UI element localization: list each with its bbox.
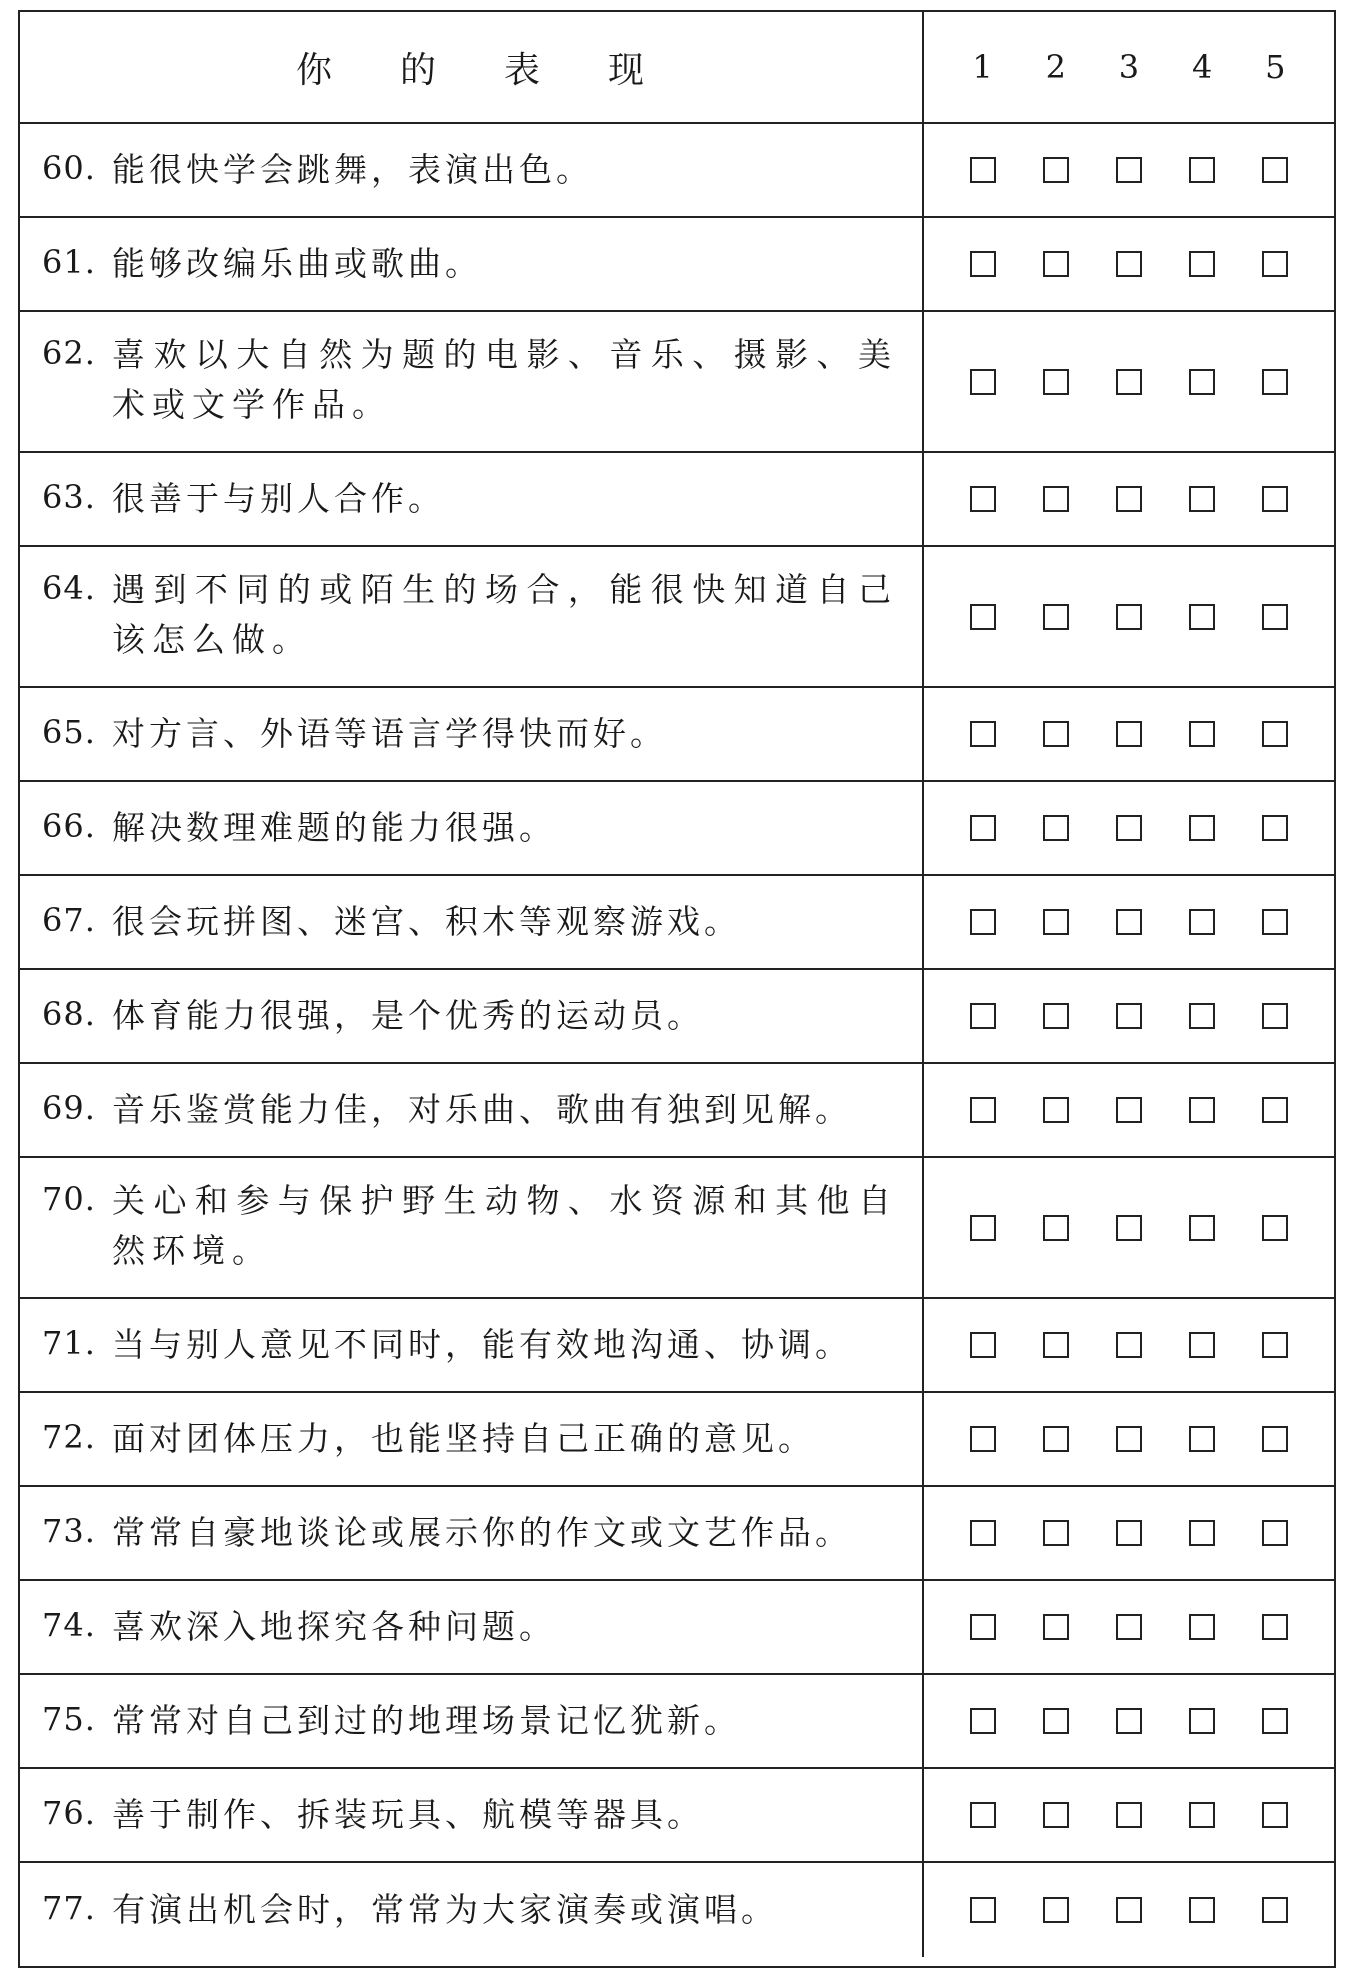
rating-checkbox-1[interactable] <box>970 1332 996 1358</box>
table-row <box>20 1393 1334 1487</box>
rating-checkbox-5[interactable] <box>1262 1708 1288 1734</box>
item-number: 76. <box>42 1794 96 1832</box>
item-text: 很会玩拼图、迷宫、积木等观察游戏。 <box>112 902 741 941</box>
rating-checkbox-3[interactable] <box>1116 1003 1142 1029</box>
item-text: 能够改编乐曲或歌曲。 <box>112 244 482 283</box>
table-row <box>20 970 1334 1064</box>
rating-options <box>924 1064 1334 1156</box>
rating-checkbox-2[interactable] <box>1043 251 1069 277</box>
scale-label-1: 1 <box>972 48 993 86</box>
statement-cell <box>20 1299 924 1391</box>
rating-checkbox-1[interactable] <box>970 1802 996 1828</box>
rating-options <box>924 547 1334 686</box>
rating-checkbox-1[interactable] <box>970 251 996 277</box>
item-number: 61. <box>42 243 96 281</box>
rating-checkbox-4[interactable] <box>1189 909 1215 935</box>
rating-options <box>924 876 1334 968</box>
rating-checkbox-2[interactable] <box>1043 1802 1069 1828</box>
rating-options <box>924 124 1334 216</box>
rating-checkbox-3[interactable] <box>1116 251 1142 277</box>
rating-checkbox-5[interactable] <box>1262 1802 1288 1828</box>
rating-checkbox-1[interactable] <box>970 1003 996 1029</box>
item-number: 72. <box>42 1418 96 1456</box>
scale-label-3: 3 <box>1118 48 1140 86</box>
rating-checkbox-3[interactable] <box>1116 157 1142 183</box>
table-header <box>20 12 1334 124</box>
rating-options <box>924 312 1334 451</box>
rating-checkbox-1[interactable] <box>970 1426 996 1452</box>
table-row <box>20 1675 1334 1769</box>
table-row <box>20 1487 1334 1581</box>
table-row <box>20 1064 1334 1158</box>
rating-checkbox-5[interactable] <box>1262 1614 1288 1640</box>
rating-options <box>924 1863 1334 1957</box>
rating-checkbox-3[interactable] <box>1116 604 1142 630</box>
rating-checkbox-2[interactable] <box>1043 1332 1069 1358</box>
rating-checkbox-5[interactable] <box>1262 1332 1288 1358</box>
item-text: 有演出机会时，常常为大家演奏或演唱。 <box>112 1890 778 1929</box>
rating-checkbox-1[interactable] <box>970 369 996 395</box>
rating-options <box>924 218 1334 310</box>
table-row <box>20 1581 1334 1675</box>
rating-options <box>924 782 1334 874</box>
rating-checkbox-3[interactable] <box>1116 1897 1142 1923</box>
statement <box>42 474 898 524</box>
rating-checkbox-3[interactable] <box>1116 369 1142 395</box>
rating-checkbox-5[interactable] <box>1262 1097 1288 1123</box>
rating-checkbox-1[interactable] <box>970 815 996 841</box>
rating-checkbox-4[interactable] <box>1189 486 1215 512</box>
statement-cell <box>20 970 924 1062</box>
table-row <box>20 218 1334 312</box>
rating-checkbox-2[interactable] <box>1043 721 1069 747</box>
item-text: 很善于与别人合作。 <box>112 479 445 518</box>
statement-cell <box>20 1581 924 1673</box>
rating-checkbox-4[interactable] <box>1189 1614 1215 1640</box>
rating-checkbox-3[interactable] <box>1116 1708 1142 1734</box>
statement <box>42 1085 898 1135</box>
statement <box>42 239 898 289</box>
rating-checkbox-5[interactable] <box>1262 1003 1288 1029</box>
statement <box>42 1320 898 1370</box>
statement-cell <box>20 688 924 780</box>
item-number: 69. <box>42 1089 96 1127</box>
rating-checkbox-4[interactable] <box>1189 1426 1215 1452</box>
scale-label-4: 4 <box>1191 48 1213 86</box>
item-text: 能很快学会跳舞，表演出色。 <box>112 150 593 189</box>
statement <box>42 1602 898 1652</box>
rating-checkbox-5[interactable] <box>1262 1215 1288 1241</box>
rating-checkbox-1[interactable] <box>970 486 996 512</box>
rating-checkbox-4[interactable] <box>1189 1003 1215 1029</box>
table-row <box>20 547 1334 688</box>
rating-checkbox-4[interactable] <box>1189 1097 1215 1123</box>
rating-checkbox-3[interactable] <box>1116 1614 1142 1640</box>
rating-checkbox-2[interactable] <box>1043 1520 1069 1546</box>
item-number: 62. <box>42 333 96 372</box>
item-text: 常常自豪地谈论或展示你的作文或文艺作品。 <box>112 1513 852 1552</box>
rating-checkbox-1[interactable] <box>970 157 996 183</box>
statement <box>42 1696 898 1746</box>
rating-checkbox-4[interactable] <box>1189 1332 1215 1358</box>
rating-checkbox-4[interactable] <box>1189 1897 1215 1923</box>
rating-checkbox-5[interactable] <box>1262 1520 1288 1546</box>
scale-label-2: 2 <box>1045 48 1066 86</box>
rating-options <box>924 1393 1334 1485</box>
statement-cell <box>20 1487 924 1579</box>
rating-checkbox-2[interactable] <box>1043 815 1069 841</box>
item-text: 关心和参与保护野生动物、水资源和其他自然环境。 <box>112 1180 898 1270</box>
rating-checkbox-2[interactable] <box>1043 1003 1069 1029</box>
statement <box>42 1885 898 1935</box>
rating-checkbox-4[interactable] <box>1189 1708 1215 1734</box>
item-number: 71. <box>42 1324 96 1362</box>
table-row <box>20 124 1334 218</box>
rating-checkbox-3[interactable] <box>1116 1097 1142 1123</box>
table-row <box>20 1863 1334 1957</box>
rating-checkbox-5[interactable] <box>1262 815 1288 841</box>
rating-checkbox-1[interactable] <box>970 1708 996 1734</box>
rating-checkbox-2[interactable] <box>1043 909 1069 935</box>
item-number: 65. <box>42 713 96 751</box>
rating-checkbox-5[interactable] <box>1262 1426 1288 1452</box>
statement-cell <box>20 1158 924 1297</box>
rating-checkbox-2[interactable] <box>1043 486 1069 512</box>
rating-checkbox-3[interactable] <box>1116 486 1142 512</box>
statement-cell <box>20 547 924 686</box>
table-row <box>20 782 1334 876</box>
statement <box>42 897 898 947</box>
rating-checkbox-2[interactable] <box>1043 604 1069 630</box>
rating-checkbox-3[interactable] <box>1116 1332 1142 1358</box>
rating-checkbox-5[interactable] <box>1262 486 1288 512</box>
rating-checkbox-3[interactable] <box>1116 909 1142 935</box>
item-number: 75. <box>42 1700 96 1738</box>
item-text: 喜欢以大自然为题的电影、音乐、摄影、美术或文学作品。 <box>112 334 898 424</box>
header-statement-cell <box>20 12 924 122</box>
rating-checkbox-3[interactable] <box>1116 1802 1142 1828</box>
rating-checkbox-2[interactable] <box>1043 1215 1069 1241</box>
statement-cell <box>20 1863 924 1957</box>
item-number: 60. <box>42 149 96 187</box>
table-row <box>20 876 1334 970</box>
statement-cell <box>20 782 924 874</box>
statement <box>42 991 898 1041</box>
rating-options <box>924 1675 1334 1767</box>
item-text: 善于制作、拆装玩具、航模等器具。 <box>112 1795 704 1834</box>
rating-checkbox-4[interactable] <box>1189 369 1215 395</box>
table-row <box>20 1299 1334 1393</box>
rating-checkbox-4[interactable] <box>1189 157 1215 183</box>
header-scale <box>924 12 1334 122</box>
header-title: 你的表现 <box>295 49 712 91</box>
statement <box>42 1414 898 1464</box>
rating-checkbox-1[interactable] <box>970 1215 996 1241</box>
rating-options <box>924 1158 1334 1297</box>
table-row <box>20 312 1334 453</box>
statement-cell <box>20 876 924 968</box>
item-text: 常常对自己到过的地理场景记忆犹新。 <box>112 1701 741 1740</box>
table-row <box>20 1158 1334 1299</box>
statement-cell <box>20 218 924 310</box>
rating-options <box>924 970 1334 1062</box>
item-number: 67. <box>42 901 96 939</box>
rating-options <box>924 1299 1334 1391</box>
rating-checkbox-3[interactable] <box>1116 1520 1142 1546</box>
rating-checkbox-3[interactable] <box>1116 721 1142 747</box>
item-number: 73. <box>42 1512 96 1550</box>
statement-cell <box>20 453 924 545</box>
table-row <box>20 1769 1334 1863</box>
item-number: 77. <box>42 1889 96 1927</box>
rating-checkbox-5[interactable] <box>1262 604 1288 630</box>
statement <box>42 330 898 430</box>
item-text: 遇到不同的或陌生的场合，能很快知道自己该怎么做。 <box>112 569 898 659</box>
statement <box>42 709 898 759</box>
rating-checkbox-1[interactable] <box>970 909 996 935</box>
rating-checkbox-5[interactable] <box>1262 369 1288 395</box>
item-text: 音乐鉴赏能力佳，对乐曲、歌曲有独到见解。 <box>112 1090 852 1129</box>
rating-checkbox-2[interactable] <box>1043 157 1069 183</box>
rating-checkbox-1[interactable] <box>970 1097 996 1123</box>
rating-options <box>924 1769 1334 1861</box>
rating-checkbox-4[interactable] <box>1189 1215 1215 1241</box>
rating-checkbox-1[interactable] <box>970 721 996 747</box>
item-text: 当与别人意见不同时，能有效地沟通、协调。 <box>112 1325 852 1364</box>
statement <box>42 145 898 195</box>
item-number: 70. <box>42 1179 96 1218</box>
rating-checkbox-4[interactable] <box>1189 604 1215 630</box>
rating-checkbox-4[interactable] <box>1189 815 1215 841</box>
rating-checkbox-3[interactable] <box>1116 815 1142 841</box>
rating-checkbox-4[interactable] <box>1189 1520 1215 1546</box>
questionnaire-table <box>18 10 1336 1968</box>
rating-checkbox-1[interactable] <box>970 604 996 630</box>
item-number: 68. <box>42 995 96 1033</box>
statement <box>42 1508 898 1558</box>
item-text: 面对团体压力，也能坚持自己正确的意见。 <box>112 1419 815 1458</box>
scale-label-5: 5 <box>1265 48 1286 86</box>
rating-checkbox-4[interactable] <box>1189 1802 1215 1828</box>
rating-checkbox-2[interactable] <box>1043 1897 1069 1923</box>
rating-checkbox-1[interactable] <box>970 1897 996 1923</box>
rating-checkbox-2[interactable] <box>1043 1097 1069 1123</box>
rating-options <box>924 688 1334 780</box>
statement-cell <box>20 1675 924 1767</box>
table-row <box>20 688 1334 782</box>
rating-checkbox-1[interactable] <box>970 1614 996 1640</box>
item-text: 喜欢深入地探究各种问题。 <box>112 1607 556 1646</box>
rating-checkbox-4[interactable] <box>1189 251 1215 277</box>
rating-checkbox-2[interactable] <box>1043 1708 1069 1734</box>
rating-options <box>924 1581 1334 1673</box>
item-text: 对方言、外语等语言学得快而好。 <box>112 714 667 753</box>
item-text: 解决数理难题的能力很强。 <box>112 808 556 847</box>
statement <box>42 565 898 665</box>
rating-checkbox-5[interactable] <box>1262 909 1288 935</box>
rating-checkbox-2[interactable] <box>1043 1426 1069 1452</box>
statement-cell <box>20 124 924 216</box>
statement-cell <box>20 1393 924 1485</box>
rating-checkbox-3[interactable] <box>1116 1215 1142 1241</box>
item-number: 74. <box>42 1606 96 1644</box>
statement-cell <box>20 312 924 451</box>
rating-checkbox-5[interactable] <box>1262 721 1288 747</box>
item-number: 66. <box>42 807 96 845</box>
rating-options <box>924 453 1334 545</box>
rating-checkbox-3[interactable] <box>1116 1426 1142 1452</box>
rating-checkbox-5[interactable] <box>1262 157 1288 183</box>
table-row <box>20 453 1334 547</box>
rating-checkbox-4[interactable] <box>1189 721 1215 747</box>
rating-checkbox-2[interactable] <box>1043 1614 1069 1640</box>
statement <box>42 803 898 853</box>
item-number: 64. <box>42 568 96 607</box>
statement <box>42 1176 898 1276</box>
statement <box>42 1790 898 1840</box>
rating-checkbox-5[interactable] <box>1262 1897 1288 1923</box>
rating-checkbox-5[interactable] <box>1262 251 1288 277</box>
rating-checkbox-1[interactable] <box>970 1520 996 1546</box>
statement-cell <box>20 1769 924 1861</box>
statement-cell <box>20 1064 924 1156</box>
rating-options <box>924 1487 1334 1579</box>
rating-checkbox-2[interactable] <box>1043 369 1069 395</box>
item-number: 63. <box>42 478 96 516</box>
item-text: 体育能力很强，是个优秀的运动员。 <box>112 996 704 1035</box>
